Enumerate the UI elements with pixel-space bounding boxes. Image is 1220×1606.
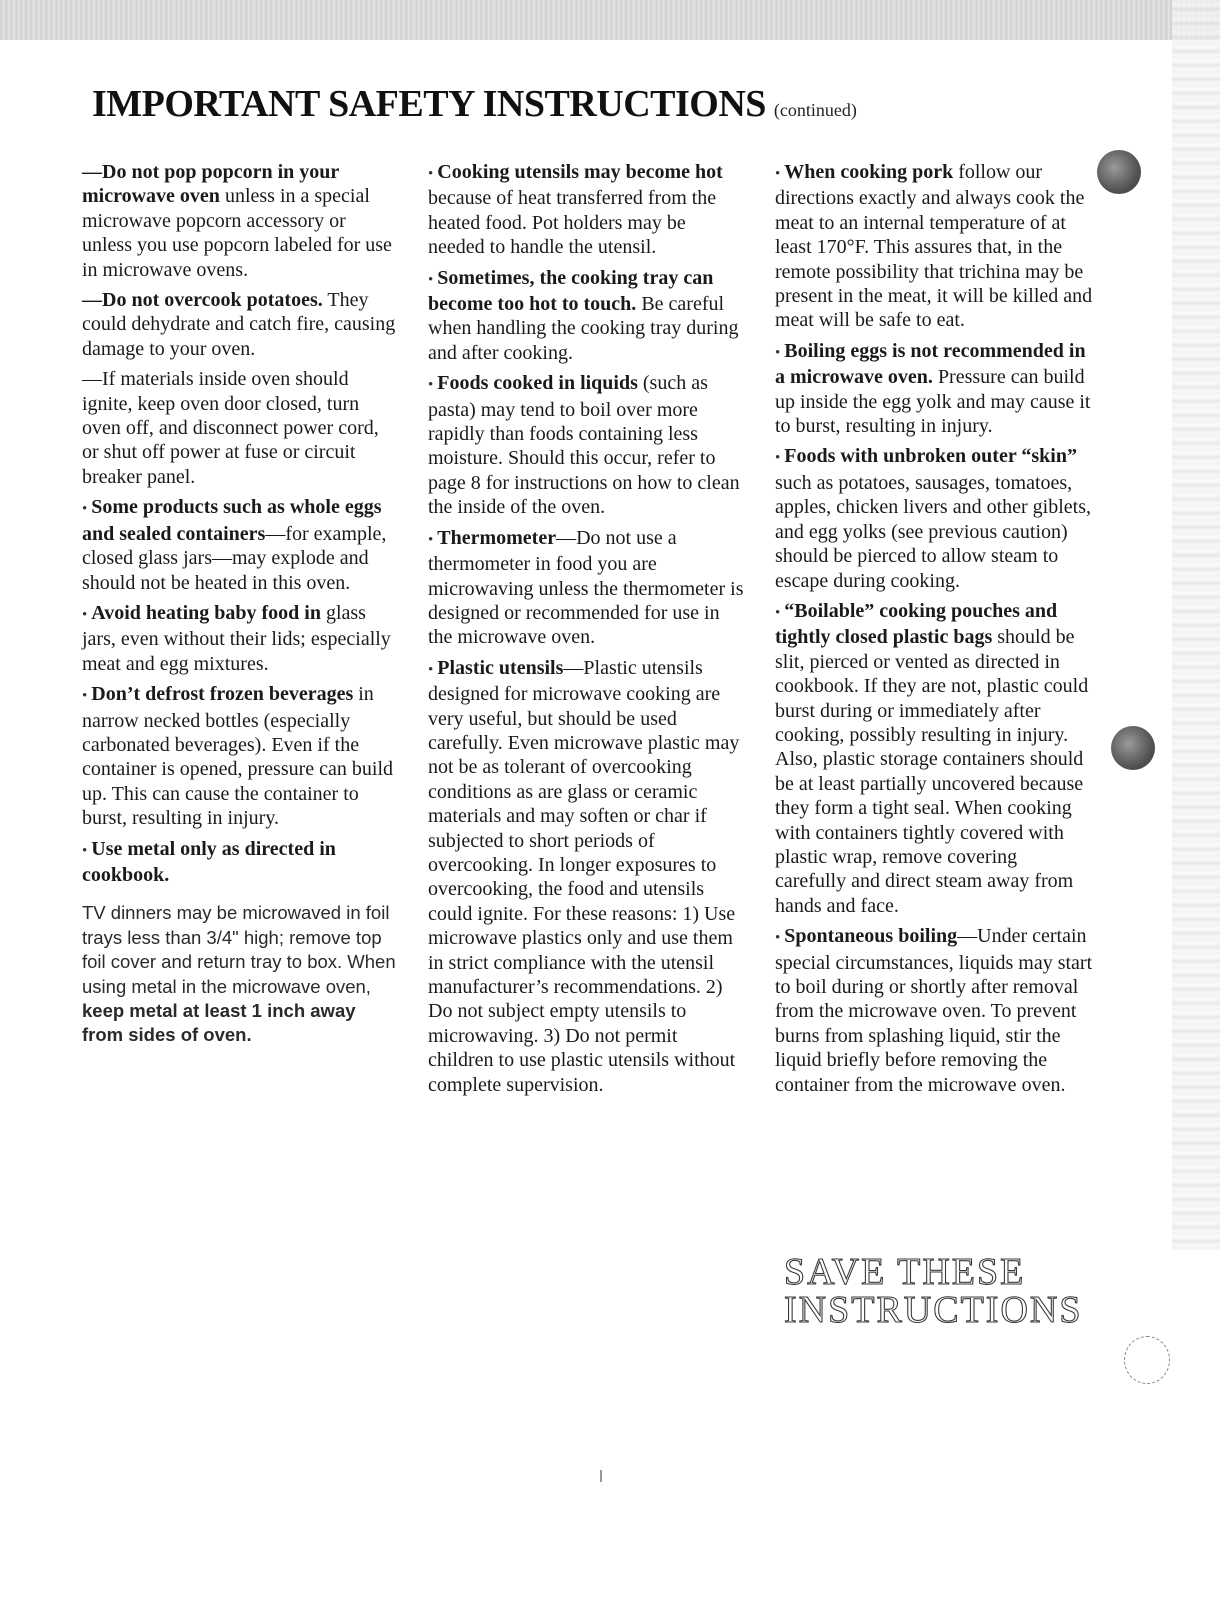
- instruction-spontaneous-boiling: [775, 924, 1093, 1097]
- instruction-text: glass jars, even without their lids; especially meat and egg mixtures.: [82, 601, 391, 675]
- instruction-heading: Plastic utensils: [437, 656, 564, 679]
- instruction-baby-food: [82, 601, 398, 676]
- bullet-icon: •: [428, 661, 434, 678]
- instruction-text: TV dinners may be microwaved in foil trays less than 3/4" high; remove top foil cover and return tray to box. When using metal in the microwave oven,: [82, 902, 396, 997]
- instruction-heading: —Do not overcook potatoes.: [82, 289, 323, 312]
- save-line-2: INSTRUCTIONS: [784, 1289, 1083, 1331]
- instruction-heading: Foods cooked in liquids: [437, 372, 638, 395]
- bullet-icon: •: [428, 271, 434, 288]
- column-1: [82, 160, 398, 1048]
- instruction-text: —If materials inside oven should ignite, keep oven door closed, turn oven off, and disconnect power cord, or shut off power at fuse or circuit breaker panel.: [82, 368, 379, 488]
- instruction-text: such as potatoes, sausages, tomatoes, apples, chicken livers and other giblets, and egg yolks (see previous caution) should be pierced to allow steam to escape during cooking.: [775, 471, 1092, 592]
- bullet-icon: •: [82, 688, 88, 705]
- instruction-heading: Foods with unbroken outer “skin”: [784, 445, 1077, 468]
- bullet-icon: •: [428, 531, 434, 548]
- instruction-heading: Some products such as whole eggs and sealed containers: [82, 496, 382, 545]
- instruction-hot-utensils: [428, 160, 744, 260]
- instruction-heading: Thermometer: [437, 526, 557, 549]
- instruction-text: because of heat transferred from the heated food. Pot holders may be needed to handle the utensil.: [428, 187, 717, 259]
- scan-speck: [600, 1470, 602, 1482]
- instruction-heading: Sometimes, the cooking tray can become too hot to touch.: [428, 266, 714, 316]
- column-2: [428, 160, 744, 1103]
- instruction-text: Pressure can build up inside the egg yolk and may cause it to burst, resulting in injury.: [775, 366, 1091, 438]
- binder-ring-icon: [1124, 1336, 1170, 1384]
- instruction-text: —Do not use a thermometer in food you are microwaving unless the thermometer is designed or recommended for use in the microwave oven.: [428, 526, 744, 649]
- instruction-heading: —Do not pop popcorn in your microwave oven: [82, 161, 339, 208]
- save-line-1: SAVE THESE: [784, 1251, 1026, 1293]
- instruction-heading: Cooking utensils may become hot: [437, 161, 723, 183]
- instruction-metal: [82, 837, 398, 888]
- instruction-plastic-utensils: [428, 656, 744, 1097]
- instruction-heading: Spontaneous boiling: [784, 925, 958, 948]
- instruction-potatoes: [82, 288, 398, 361]
- instruction-heading: Boiling eggs is not recommended in a microwave oven.: [775, 339, 1086, 389]
- instruction-text: (such as pasta) may tend to boil over more rapidly than foods containing less moisture. Should this occur, refer to page 8 for instructions on how to clean the inside of the oven.: [428, 372, 740, 519]
- instruction-outer-skin: [775, 444, 1093, 592]
- instruction-text: —Plastic utensils designed for microwave cooking are very useful, but should be used carefully. Even microwave plastic may not be as tolerant of overcooking conditions as are glass or ceramic materials and may soften or char if subjected to short periods of overcooking. In longer exposures to overcooking, the food and utensils could ignite. For these reasons: 1) Use microwave plastics only and use them in strict compliance with the utensil manufacturer’s recommendations. 2) Do not subject empty utensils to microwaving. 3) Do not permit children to use plastic utensils without complete supervision.: [428, 656, 740, 1096]
- instruction-heading: Avoid heating baby food in: [91, 601, 321, 624]
- page-title: IMPORTANT SAFETY INSTRUCTIONS: [92, 83, 766, 125]
- instruction-thermometer: [428, 526, 744, 650]
- instruction-text: unless in a special microwave popcorn accessory or unless you use popcorn labeled for use in microwave ovens.: [82, 185, 392, 281]
- bullet-icon: •: [775, 930, 781, 947]
- instruction-sealed-containers: [82, 495, 398, 595]
- instruction-boilable-pouches: [775, 599, 1093, 918]
- instruction-text: Be careful when handling the cooking tray during and after cooking.: [428, 293, 739, 364]
- instruction-emphasis: keep metal at least 1 inch away from sides of oven.: [82, 1000, 356, 1046]
- instruction-heading: “Boilable” cooking pouches and tightly closed plastic bags: [775, 599, 1058, 649]
- instruction-pork: [775, 160, 1093, 333]
- instruction-tv-dinners: [82, 901, 398, 1047]
- bullet-icon: •: [775, 450, 781, 467]
- bullet-icon: •: [775, 166, 781, 182]
- instruction-hot-tray: [428, 266, 744, 366]
- instruction-frozen-beverages: [82, 682, 398, 830]
- instruction-heading: Use metal only as directed in cookbook.: [82, 837, 336, 886]
- bullet-icon: •: [428, 166, 434, 182]
- instruction-text: They could dehydrate and catch fire, causing damage to your oven.: [82, 289, 396, 360]
- instruction-text: follow our directions exactly and always cook the meat to an internal temperature of at least 170°F. This assures that, in the remote possibility that trichina may be present in the meat, it will be killed and meat will be safe to eat.: [775, 161, 1093, 332]
- binder-hole-icon: [1097, 150, 1141, 194]
- bullet-icon: •: [82, 842, 88, 859]
- instruction-text: —Under certain special circumstances, liquids may start to boil during or shortly after removal from the microwave oven. To prevent burns from splashing liquid, stir the liquid briefly before removing the container from the microwave oven.: [775, 925, 1093, 1096]
- bullet-icon: •: [428, 377, 434, 394]
- instruction-heading: Don’t defrost frozen beverages: [91, 683, 354, 706]
- instruction-boiling-eggs: [775, 339, 1093, 439]
- page-header: [92, 82, 992, 126]
- instruction-text: —for example, closed glass jars—may explode and should not be heated in this oven.: [82, 522, 387, 594]
- instruction-popcorn: [82, 160, 398, 282]
- scan-artifact-right: [1172, 0, 1220, 1250]
- scan-artifact-top: [0, 0, 1220, 40]
- bullet-icon: •: [82, 606, 88, 623]
- instruction-heading: When cooking pork: [784, 161, 954, 183]
- column-3: [775, 160, 1093, 1103]
- bullet-icon: •: [775, 344, 781, 361]
- binder-hole-icon: [1111, 726, 1155, 770]
- save-instructions-banner: [784, 1253, 1084, 1329]
- instruction-liquids: [428, 371, 744, 519]
- instruction-text: should be slit, pierced or vented as directed in cookbook. If they are not, plastic could burst during or immediately after cooking, possibly resulting in injury. Also, plastic storage containers should be at least partially uncovered because they form a tight seal. When cooking with containers tightly covered with plastic wrap, remove covering carefully and direct steam away from hands and face.: [775, 626, 1089, 917]
- page-subtitle: (continued): [773, 100, 857, 120]
- instruction-text: in narrow necked bottles (especially carbonated beverages). Even if the container is opened, pressure can build up. This can cause the container to burst, resulting in injury.: [82, 683, 394, 830]
- bullet-icon: •: [82, 501, 88, 518]
- instruction-ignite: [82, 367, 398, 489]
- bullet-icon: •: [775, 604, 781, 621]
